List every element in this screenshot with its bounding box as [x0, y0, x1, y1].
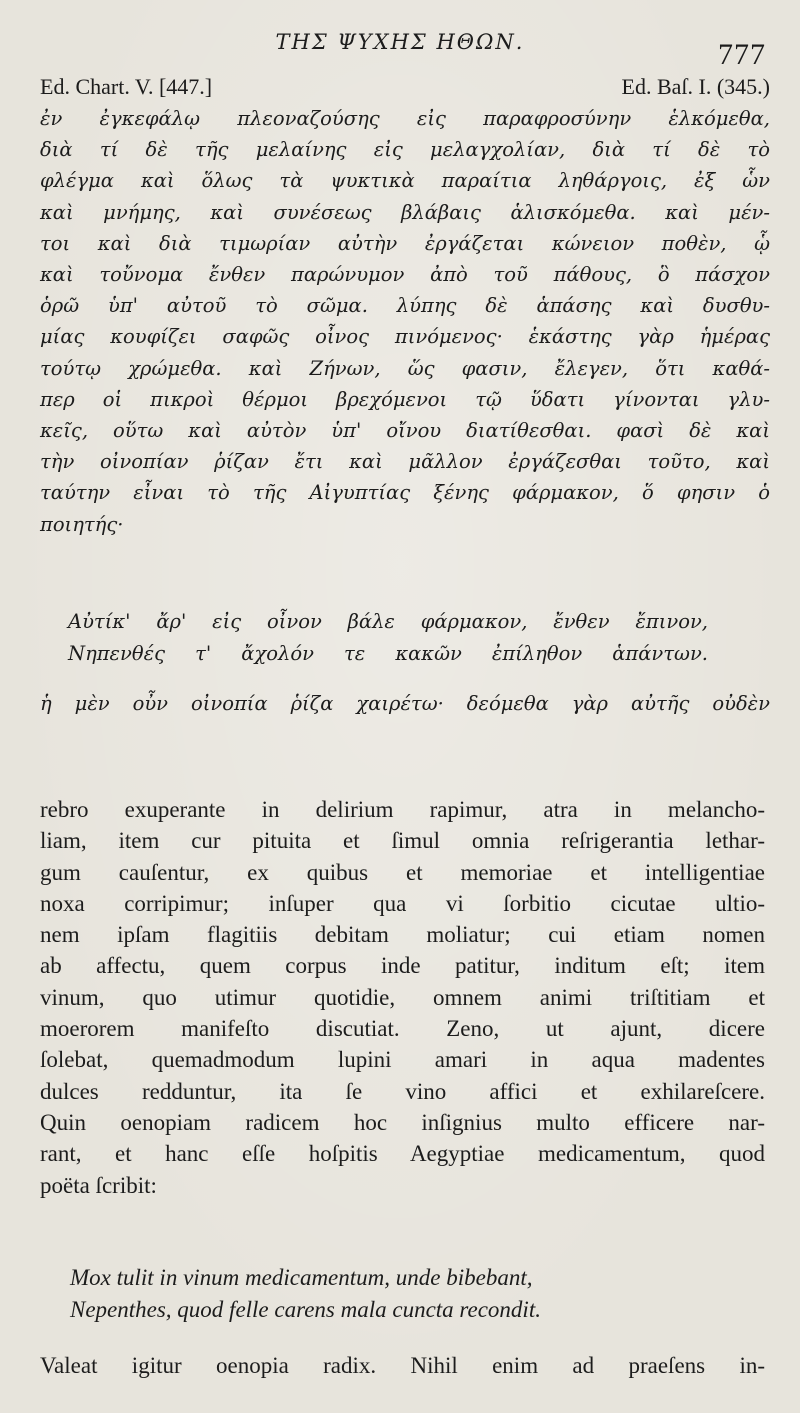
latin-verse-line: Nepenthes, quod felle carens mala cuncta recondit. [70, 1297, 541, 1322]
latin-line: nem ipſam flagitiis debitam moliatur; cui etiam nomen [40, 922, 765, 948]
latin-line: ab affectu, quem corpus inde patitur, inditum eſt; item [40, 953, 765, 979]
greek-line: τούτῳ χρώμεθα. καὶ Ζήνων, ὥς φασιν, ἔλεγεν, ὅτι καθά- [40, 356, 770, 380]
greek-line: μίας κουφίζει σαφῶς οἶνος πινόμενος· ἑκάστης γὰρ ἡμέρας [40, 325, 770, 349]
greek-line: φλέγμα καὶ ὅλως τὰ ψυκτικὰ παραίτια ληθάργοις, ἐξ ὧν [40, 169, 770, 193]
latin-verse-quotation [70, 1262, 750, 1326]
latin-line: vinum, quo utimur quotidie, omnem animi triſtitiam et [40, 984, 765, 1010]
greek-line: διὰ τί δὲ τῆς μελαίνης εἰς μελαγχολίαν, διὰ τί δὲ τὸ [40, 138, 770, 162]
greek-line: τὴν οἰνοπίαν ῥίζαν ἔτι καὶ μᾶλλον ἐργάζεσθαι τοῦτο, καὶ [40, 450, 770, 474]
greek-line: ποιητής· [40, 512, 124, 536]
greek-line: κεῖς, οὕτω καὶ αὐτὸν ὑπ' οἴνου διατίθεσθαι. φασὶ δὲ καὶ [40, 419, 770, 443]
edition-chartier: Ed. Chart. V. [447.] [40, 74, 213, 99]
latin-line: Valeat igitur oenopia radix. Nihil enim ad praeſens in- [40, 1353, 765, 1378]
latin-line: dulces redduntur, ita ſe vino affici et exhilareſcere. [40, 1078, 765, 1104]
latin-verse-line: Mox tulit in vinum medicamentum, unde bibebant, [70, 1265, 533, 1290]
greek-line: τοι καὶ διὰ τιμωρίαν αὐτὴν ἐργάζεται κώνειον ποθὲν, ᾧ [40, 231, 770, 255]
greek-verse-line: Αὐτίκ' ἄρ' εἰς οἶνον βάλε φάρμακον, ἔνθεν ἔπινον, [68, 610, 708, 633]
latin-line: liam, item cur pituita et ſimul omnia reſrigerantia lethar- [40, 828, 765, 854]
greek-line: ταύτην εἶναι τὸ τῆς Αἰγυπτίας ξένης φάρμακον, ὅ φησιν ὁ [40, 481, 770, 505]
latin-closing-text [40, 1350, 765, 1381]
latin-line: rebro exuperante in delirium rapimur, atra in melancho- [40, 797, 765, 822]
greek-text [40, 103, 770, 540]
latin-line: ſolebat, quemadmodum lupini amari in aqua madentes [40, 1047, 765, 1073]
latin-line: Quin oenopiam radicem hoc inſignius multo efficere nar- [40, 1109, 765, 1135]
greek-line: ὁρῶ ὑπ' αὐτοῦ τὸ σῶμα. λύπης δὲ ἁπάσης καὶ δυσθυ- [40, 294, 770, 318]
greek-verse-line: Νηπενθές τ' ἄχολόν τε κακῶν ἐπίληθον ἁπάντων. [68, 642, 708, 665]
greek-closing-text [40, 688, 770, 719]
latin-line: moerorem manifeſto discutiat. Zeno, ut ajunt, dicere [40, 1016, 765, 1042]
greek-verse-quotation [68, 606, 708, 670]
page-number: 777 [718, 38, 766, 71]
latin-text [40, 794, 765, 1201]
greek-line: ἐν ἐγκεφάλῳ πλεοναζούσης εἰς παραφροσύνην ἑλκόμεθα, [40, 107, 770, 130]
greek-line: καὶ τοὔνομα ἔνθεν παρώνυμον ἀπὸ τοῦ πάθους, ὃ πάσχον [40, 263, 770, 287]
greek-line: καὶ μνήμης, καὶ συνέσεως βλάβαις ἁλισκόμεθα. καὶ μέν- [40, 200, 770, 224]
running-title: ΤΗΣ ΨΥΧΗΣ ΗΘΩΝ. [275, 30, 525, 54]
latin-line: rant, et hanc eſſe hoſpitis Aegyptiae medicamentum, quod [40, 1141, 765, 1167]
latin-line: noxa corripimur; inſuper qua vi ſorbitio cicutae ultio- [40, 890, 765, 916]
latin-line: gum cauſentur, ex quibus et memoriae et intelligentiae [40, 859, 765, 885]
edition-basel: Ed. Baſ. I. (345.) [621, 74, 770, 99]
greek-line: ἡ μὲν οὖν οἰνοπία ῥίζα χαιρέτω· δεόμεθα γὰρ αὐτῆς οὐδὲν [40, 692, 770, 715]
latin-line: poëta ſcribit: [40, 1172, 157, 1198]
greek-line: περ οἱ πικροὶ θέρμοι βρεχόμενοι τῷ ὕδατι γίνονται γλυ- [40, 387, 770, 411]
